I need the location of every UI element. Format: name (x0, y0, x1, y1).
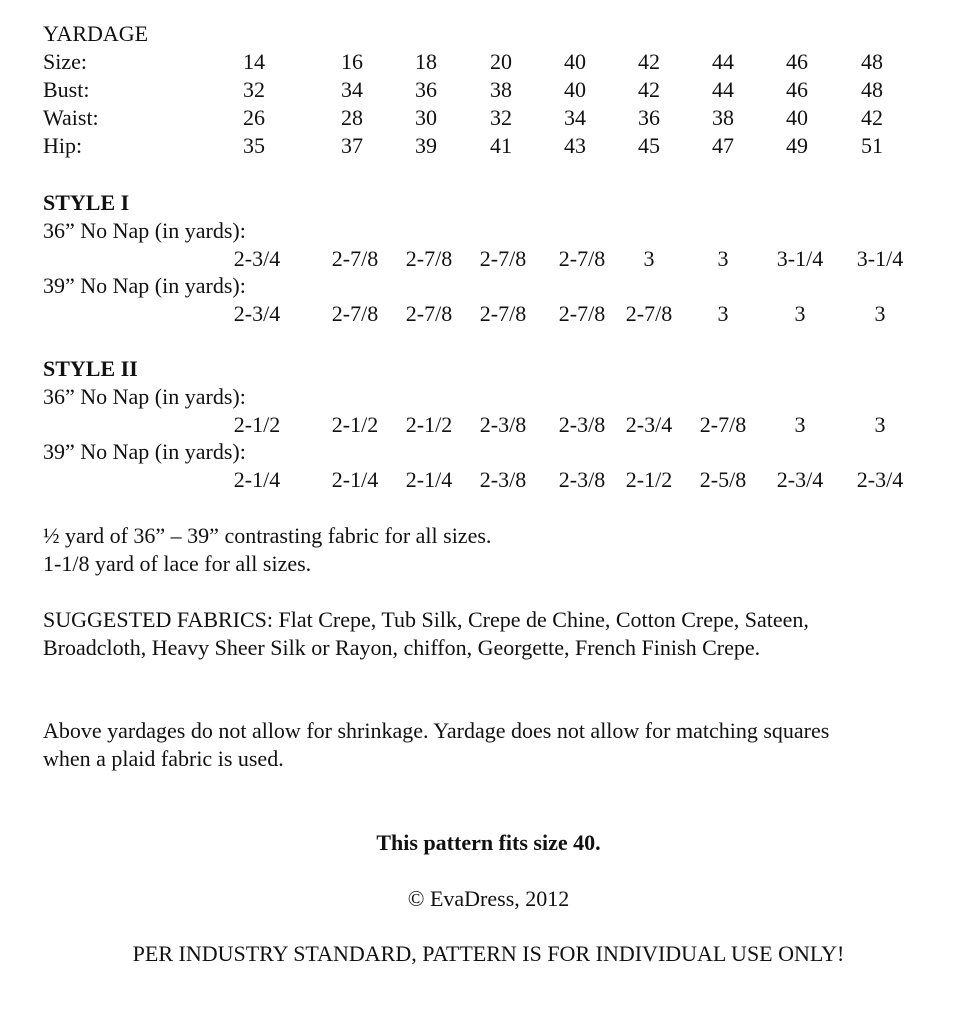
yardage-heading: YARDAGE (43, 21, 149, 46)
measurement-cell: 41 (490, 133, 512, 158)
measurement-cell: 42 (638, 49, 660, 74)
yardage-cell: 2-3/8 (479, 467, 527, 492)
yardage-cell: 2-7/8 (625, 301, 673, 326)
yardage-cell: 2-1/2 (331, 412, 379, 437)
yardage-cell: 3 (643, 246, 655, 271)
measurement-cell: 42 (861, 105, 883, 130)
yardage-cell: 3 (717, 301, 729, 326)
yardage-cell: 2-7/8 (479, 301, 527, 326)
measurement-cell: 42 (638, 77, 660, 102)
measurement-cell: 37 (341, 133, 363, 158)
yardage-cell: 3 (874, 301, 886, 326)
yardage-cell: 2-1/2 (625, 467, 673, 492)
measurement-cell: 49 (786, 133, 808, 158)
suggested-fabrics-line-2: Broadcloth, Heavy Sheer Silk or Rayon, chiffon, Georgette, French Finish Crepe. (43, 635, 761, 660)
yardage-cell: 2-7/8 (405, 246, 453, 271)
yardage-cell: 2-1/4 (331, 467, 379, 492)
measurement-cell: 44 (712, 77, 734, 102)
yardage-cell: 2-1/4 (233, 467, 281, 492)
measurement-cell: 45 (638, 133, 660, 158)
measurement-cell: 39 (415, 133, 437, 158)
measurement-cell: 38 (712, 105, 734, 130)
measurement-cell: 18 (415, 49, 437, 74)
copyright: © EvaDress, 2012 (407, 886, 570, 911)
yardage-cell: 2-7/8 (558, 301, 606, 326)
measurement-row-label: Waist: (43, 105, 99, 130)
measurement-cell: 20 (490, 49, 512, 74)
measurement-cell: 46 (786, 49, 808, 74)
yardage-cell: 2-3/4 (856, 467, 904, 492)
yardage-cell: 2-3/8 (558, 467, 606, 492)
yardage-cell: 2-3/4 (233, 246, 281, 271)
measurement-cell: 28 (341, 105, 363, 130)
lace-note: 1-1/8 yard of lace for all sizes. (43, 551, 312, 576)
shrinkage-disclaimer-line-2: when a plaid fabric is used. (43, 746, 284, 771)
yardage-cell: 3 (794, 412, 806, 437)
measurement-cell: 43 (564, 133, 586, 158)
measurement-cell: 48 (861, 49, 883, 74)
measurement-cell: 38 (490, 77, 512, 102)
fit-note: This pattern fits size 40. (376, 830, 601, 855)
measurement-cell: 30 (415, 105, 437, 130)
yardage-cell: 2-5/8 (699, 467, 747, 492)
yardage-cell: 2-3/4 (776, 467, 824, 492)
yardage-cell: 2-7/8 (479, 246, 527, 271)
yardage-cell: 2-3/4 (625, 412, 673, 437)
shrinkage-disclaimer-line-1: Above yardages do not allow for shrinkage. Yardage does not allow for matching squares (43, 718, 830, 743)
yardage-cell: 2-1/2 (233, 412, 281, 437)
measurement-cell: 48 (861, 77, 883, 102)
yardage-cell: 2-7/8 (699, 412, 747, 437)
yardage-cell: 2-7/8 (558, 246, 606, 271)
measurement-row-label: Hip: (43, 133, 83, 158)
contrasting-fabric-note: ½ yard of 36” – 39” contrasting fabric for all sizes. (43, 523, 492, 548)
style-1-title: STYLE I (43, 190, 130, 215)
measurement-cell: 26 (243, 105, 265, 130)
yardage-cell: 2-1/2 (405, 412, 453, 437)
measurement-cell: 36 (415, 77, 437, 102)
yardage-cell: 2-3/8 (479, 412, 527, 437)
style-2-39-label: 39” No Nap (in yards): (43, 439, 246, 464)
measurement-cell: 34 (564, 105, 586, 130)
yardage-cell: 3 (874, 412, 886, 437)
measurement-cell: 16 (341, 49, 363, 74)
measurement-cell: 40 (786, 105, 808, 130)
yardage-cell: 2-7/8 (331, 246, 379, 271)
yardage-cell: 2-3/4 (233, 301, 281, 326)
yardage-cell: 2-3/8 (558, 412, 606, 437)
yardage-cell: 2-1/4 (405, 467, 453, 492)
measurement-cell: 40 (564, 49, 586, 74)
yardage-cell: 2-7/8 (405, 301, 453, 326)
yardage-cell: 3 (794, 301, 806, 326)
measurement-cell: 32 (243, 77, 265, 102)
style-1-39-label: 39” No Nap (in yards): (43, 273, 246, 298)
measurement-cell: 34 (341, 77, 363, 102)
style-2-36-label: 36” No Nap (in yards): (43, 384, 246, 409)
industry-notice: PER INDUSTRY STANDARD, PATTERN IS FOR INDIVIDUAL USE ONLY! (132, 941, 845, 966)
yardage-cell: 2-7/8 (331, 301, 379, 326)
measurement-cell: 14 (243, 49, 265, 74)
style-2-title: STYLE II (43, 356, 138, 381)
measurement-cell: 36 (638, 105, 660, 130)
measurement-cell: 51 (861, 133, 883, 158)
yardage-cell: 3 (717, 246, 729, 271)
style-1-36-label: 36” No Nap (in yards): (43, 218, 246, 243)
measurement-cell: 35 (243, 133, 265, 158)
yardage-cell: 3-1/4 (776, 246, 824, 271)
suggested-fabrics-line-1: SUGGESTED FABRICS: Flat Crepe, Tub Silk, Crepe de Chine, Cotton Crepe, Sateen, (43, 607, 809, 632)
measurement-cell: 44 (712, 49, 734, 74)
measurement-row-label: Size: (43, 49, 87, 74)
measurement-cell: 32 (490, 105, 512, 130)
measurement-cell: 46 (786, 77, 808, 102)
measurement-cell: 40 (564, 77, 586, 102)
yardage-cell: 3-1/4 (856, 246, 904, 271)
measurement-row-label: Bust: (43, 77, 90, 102)
measurement-cell: 47 (712, 133, 734, 158)
